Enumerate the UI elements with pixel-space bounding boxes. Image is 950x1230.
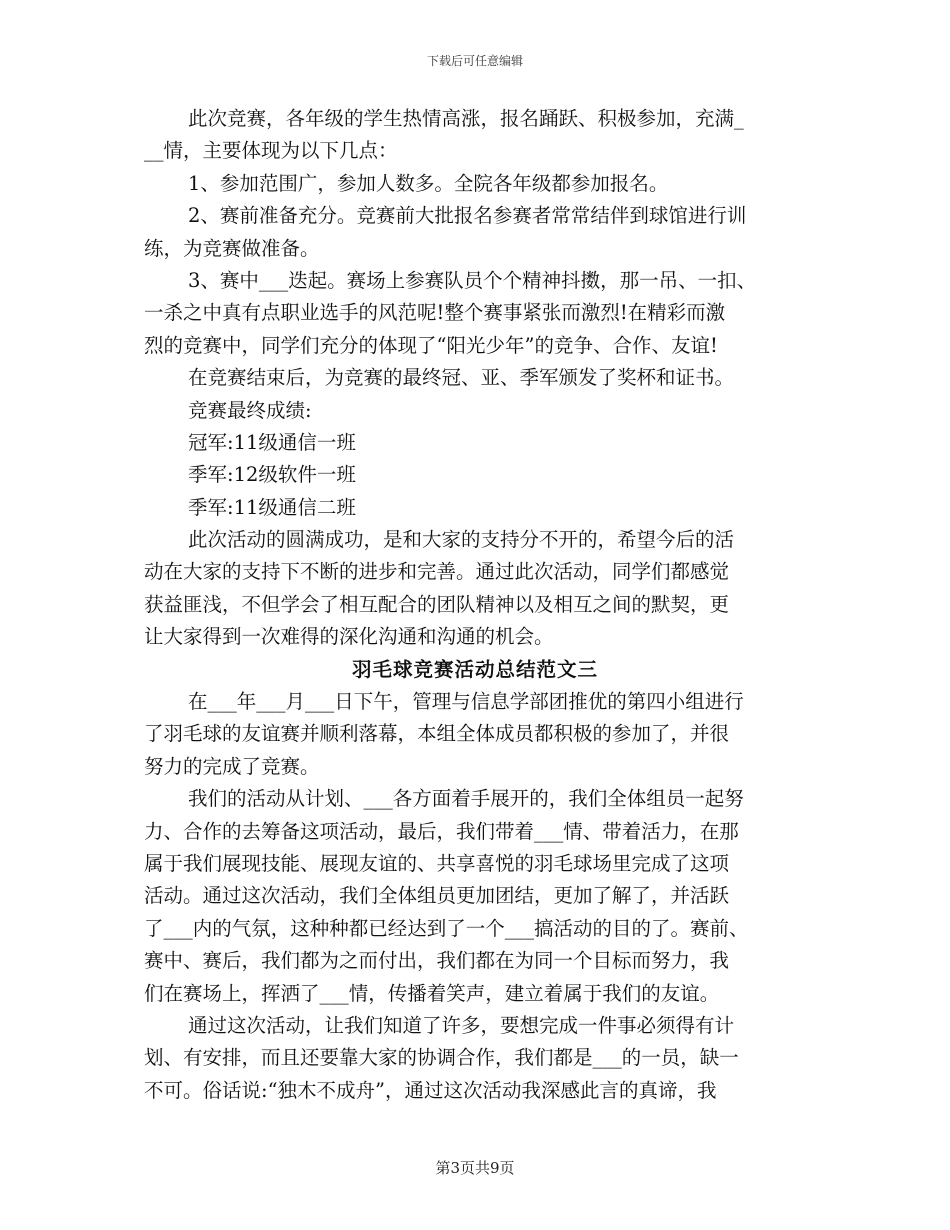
text-line: 1、参加范围广，参加人数多。全院各年级都参加报名。 bbox=[188, 171, 669, 195]
text-line: 了羽毛球的友谊赛并顺利落幕，本组全体成员都积极的参加了，并很 bbox=[144, 722, 730, 746]
text-line: 一杀之中真有点职业选手的风范呢!整个赛事紧张而激烈!在精彩而激 bbox=[144, 301, 726, 325]
text-line: 3、赛中___迭起。赛场上参赛队员个个精神抖擞，那一吊、一扣、 bbox=[188, 268, 757, 292]
text-line: __情，主要体现为以下几点： bbox=[144, 139, 398, 163]
page-header: 下载后可任意编辑 bbox=[426, 54, 523, 68]
text-line: 烈的竞赛中，同学们充分的体现了“阳光少年”的竞争、合作、友谊! bbox=[144, 333, 718, 357]
text-line: 属于我们展现技能、展现友谊的、共享喜悦的羽毛球场里完成了这项 bbox=[144, 851, 730, 875]
text-line: 练，为竞赛做准备。 bbox=[144, 236, 320, 260]
text-line: 在___年___月___日下午，管理与信息学部团推优的第四小组进行 bbox=[188, 690, 744, 714]
paragraph-block-a bbox=[144, 103, 806, 654]
text-line: 在竞赛结束后，为竞赛的最终冠、亚、季军颁发了奖杯和证书。 bbox=[188, 366, 735, 390]
text-line: 赛中、赛后，我们都为之而付出，我们都在为同一个目标而努力，我 bbox=[144, 949, 730, 973]
text-line: 竞赛最终成绩: bbox=[188, 398, 312, 422]
text-line: 力、合作的去筹备这项活动，最后，我们带着___情、带着活力，在那 bbox=[144, 819, 739, 843]
text-line: 获益匪浅，不但学会了相互配合的团队精神以及相互之间的默契，更 bbox=[144, 592, 730, 616]
text-line: 此次活动的圆满成功，是和大家的支持分不开的，希望今后的活 bbox=[188, 528, 735, 552]
text-line: 动在大家的支持下不断的进步和完善。通过此次活动，同学们都感觉 bbox=[144, 560, 730, 584]
section-title: 羽毛球竞赛活动总结范文三 bbox=[351, 657, 598, 681]
text-line: 不可。俗话说:“独木不成舟”，通过这次活动我深感此言的真谛，我 bbox=[144, 1078, 717, 1102]
text-line: 努力的完成了竞赛。 bbox=[144, 754, 320, 778]
text-line: 了___内的气氛，这种种都已经达到了一个___搞活动的目的了。赛前、 bbox=[144, 916, 749, 940]
text-line: 划、有安排，而且还要靠大家的协调合作，我们都是___的一员，缺一 bbox=[144, 1046, 739, 1070]
text-line: 冠军:11级通信一班 bbox=[188, 430, 356, 454]
text-line: 通过这次活动，让我们知道了许多，要想完成一件事必须得有计 bbox=[188, 1013, 735, 1037]
document-body bbox=[144, 103, 806, 1107]
text-line: 季军:12级软件一班 bbox=[188, 463, 356, 487]
page-footer: 第3页共9页 bbox=[435, 1159, 515, 1177]
text-line: 此次竞赛，各年级的学生热情高涨，报名踊跃、积极参加，充满_ bbox=[188, 107, 744, 130]
text-line: 我们的活动从计划、___各方面着手展开的，我们全体组员一起努 bbox=[188, 787, 744, 811]
text-line: 季军:11级通信二班 bbox=[188, 495, 356, 519]
text-line: 活动。通过这次活动，我们全体组员更加团结，更加了解了，并活跃 bbox=[144, 884, 730, 908]
paragraph-block-b bbox=[144, 686, 806, 1107]
text-line: 让大家得到一次难得的深化沟通和沟通的机会。 bbox=[144, 625, 554, 649]
text-line: 们在赛场上，挥洒了___情，传播着笑声，建立着属于我们的友谊。 bbox=[144, 981, 720, 1005]
text-line: 2、赛前准备充分。竞赛前大批报名参赛者常常结伴到球馆进行训 bbox=[188, 204, 747, 228]
